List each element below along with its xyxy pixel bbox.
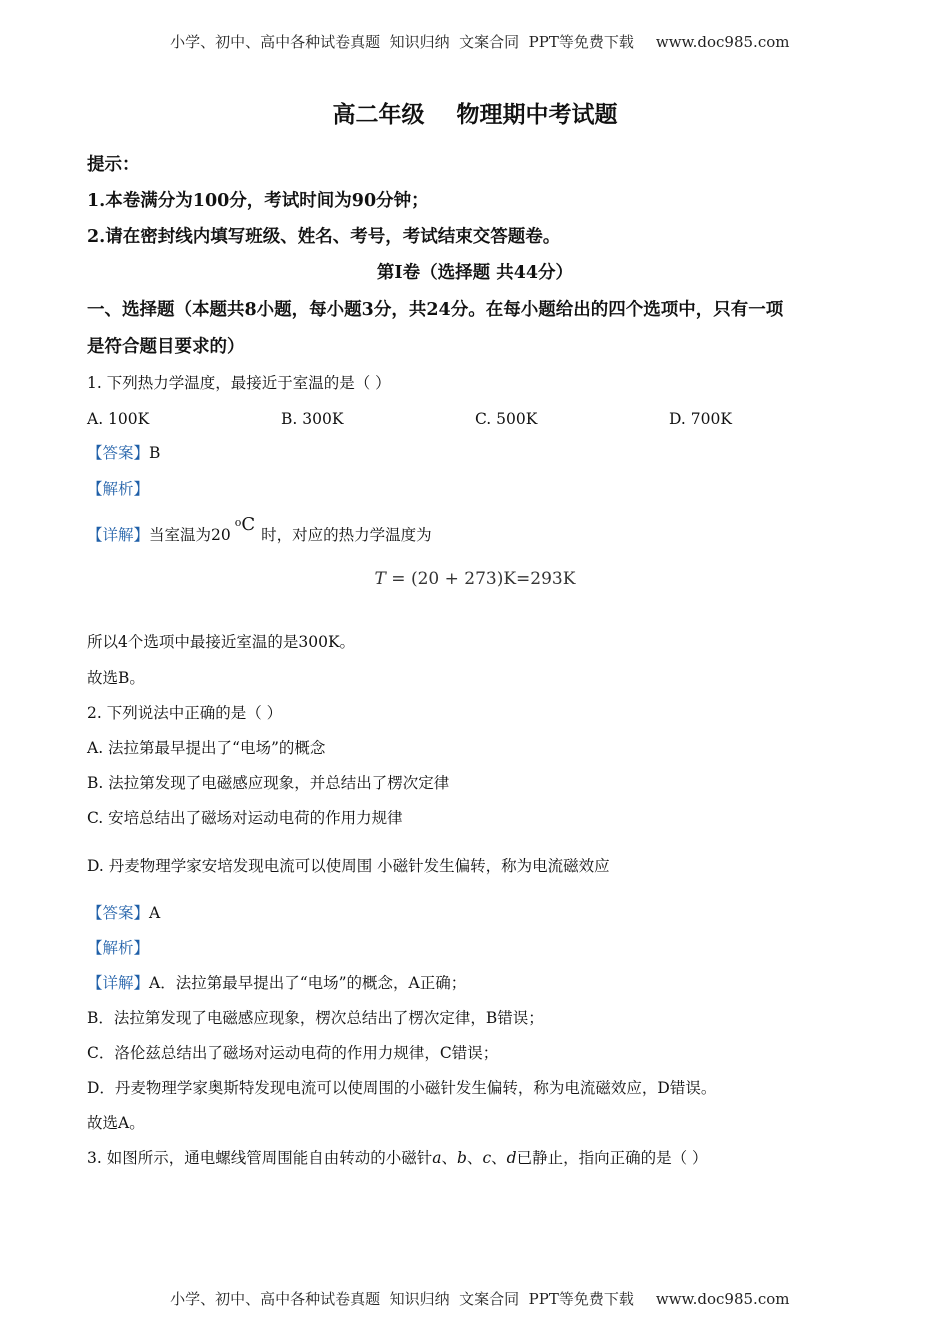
q3-needle-a: a	[432, 1149, 442, 1167]
q3-sep: 、	[441, 1149, 457, 1167]
q3-sep: 、	[491, 1149, 507, 1167]
q1-formula-rest: = (20 + 273)K=293K	[385, 569, 576, 589]
section1-line1: 一、选择题（本题共8小题，每小题3分，共24分。在每小题给出的四个选项中，只有一项	[87, 300, 784, 320]
q2-analysis-line	[87, 937, 149, 959]
q2-answer-line	[87, 902, 160, 924]
q2-stem: 2. 下列说法中正确的是（ ）	[87, 704, 283, 722]
notes-item-2: 2.请在密封线内填写班级、姓名、考号，考试结束交答题卷。	[87, 227, 561, 247]
q2-choose: 故选A。	[87, 1114, 145, 1132]
q1-formula-var: T	[374, 569, 386, 589]
q1-answer-tag: 【答案】	[87, 444, 150, 462]
q1-analysis-tag: 【解析】	[87, 480, 150, 498]
q1-detail-tag: 【详解】	[87, 526, 150, 544]
page-header	[0, 13, 950, 52]
q1-stem: 1. 下列热力学温度，最接近于室温的是（ ）	[87, 374, 391, 392]
q2-answer-tag: 【答案】	[87, 904, 150, 922]
q1-conclusion: 所以4个选项中最接近室温的是300K。	[87, 633, 356, 651]
q1-option-b: B. 300K	[281, 410, 344, 428]
exam-title: 高二年级 物理期中考试题	[332, 101, 618, 128]
q2-detail-a: A．法拉第最早提出了“电场”的概念，A正确；	[149, 974, 467, 992]
q3-stem	[87, 1147, 708, 1169]
notes-item-1: 1.本卷满分为100分，考试时间为90分钟；	[87, 191, 429, 211]
section1-line2: 是符合题目要求的）	[87, 337, 245, 357]
q1-detail-before: 当室温为20	[149, 526, 231, 544]
q1-degree-symbol: o	[234, 516, 242, 529]
q1-option-c: C. 500K	[475, 410, 538, 428]
q1-option-a: A. 100K	[87, 410, 150, 428]
q2-detail-b: B．法拉第发现了电磁感应现象，楞次总结出了楞次定律，B错误；	[87, 1009, 544, 1027]
q3-stem-before: 3. 如图所示，通电螺线管周围能自由转动的小磁针	[87, 1149, 433, 1167]
part1-title: 第Ⅰ卷（选择题 共44分）	[376, 263, 574, 283]
q1-answer-line	[87, 442, 160, 464]
notes-heading: 提示：	[87, 155, 140, 175]
q2-option-b: B. 法拉第发现了电磁感应现象，并总结出了楞次定律	[87, 774, 450, 792]
q1-celsius-unit: C	[241, 514, 256, 535]
q1-analysis-line	[87, 478, 149, 500]
q2-detail-c: C．洛伦兹总结出了磁场对运动电荷的作用力规律，C错误；	[87, 1044, 499, 1062]
q2-answer-value: A	[149, 904, 161, 922]
footer-text: 小学、初中、高中各种试卷真题 知识归纳 文案合同 PPT等免费下载	[170, 1290, 634, 1308]
q3-needle-b: b	[456, 1149, 467, 1167]
q2-analysis-tag: 【解析】	[87, 939, 150, 957]
q2-detail-tag: 【详解】	[87, 974, 150, 992]
footer-site-link[interactable]: www.doc985.com	[655, 1290, 790, 1308]
header-site-link[interactable]: www.doc985.com	[655, 33, 790, 51]
q3-stem-after: 已静止，指向正确的是（ ）	[516, 1149, 708, 1167]
q2-detail-a-line	[87, 972, 466, 994]
q2-option-c: C. 安培总结出了磁场对运动电荷的作用力规律	[87, 809, 403, 827]
q1-detail-after: 时，对应的热力学温度为	[261, 526, 432, 544]
page-footer	[0, 1270, 950, 1309]
q3-sep: 、	[466, 1149, 483, 1167]
q3-needle-c: c	[482, 1149, 492, 1167]
q1-detail-line	[87, 514, 432, 548]
q2-detail-d: D．丹麦物理学家奥斯特发现电流可以使周围的小磁针发生偏转，称为电流磁效应，D错误。	[87, 1079, 717, 1097]
q1-option-d: D. 700K	[669, 410, 732, 428]
q3-needle-d: d	[506, 1149, 517, 1167]
q2-option-a: A. 法拉第最早提出了“电场”的概念	[87, 739, 326, 757]
q1-formula	[0, 569, 950, 589]
q1-answer-value: B	[149, 444, 161, 462]
q2-option-d: D. 丹麦物理学家安培发现电流可以使周围 小磁针发生偏转，称为电流磁效应	[87, 857, 610, 875]
header-text: 小学、初中、高中各种试卷真题 知识归纳 文案合同 PPT等免费下载	[170, 33, 634, 51]
q1-choose: 故选B。	[87, 669, 145, 687]
